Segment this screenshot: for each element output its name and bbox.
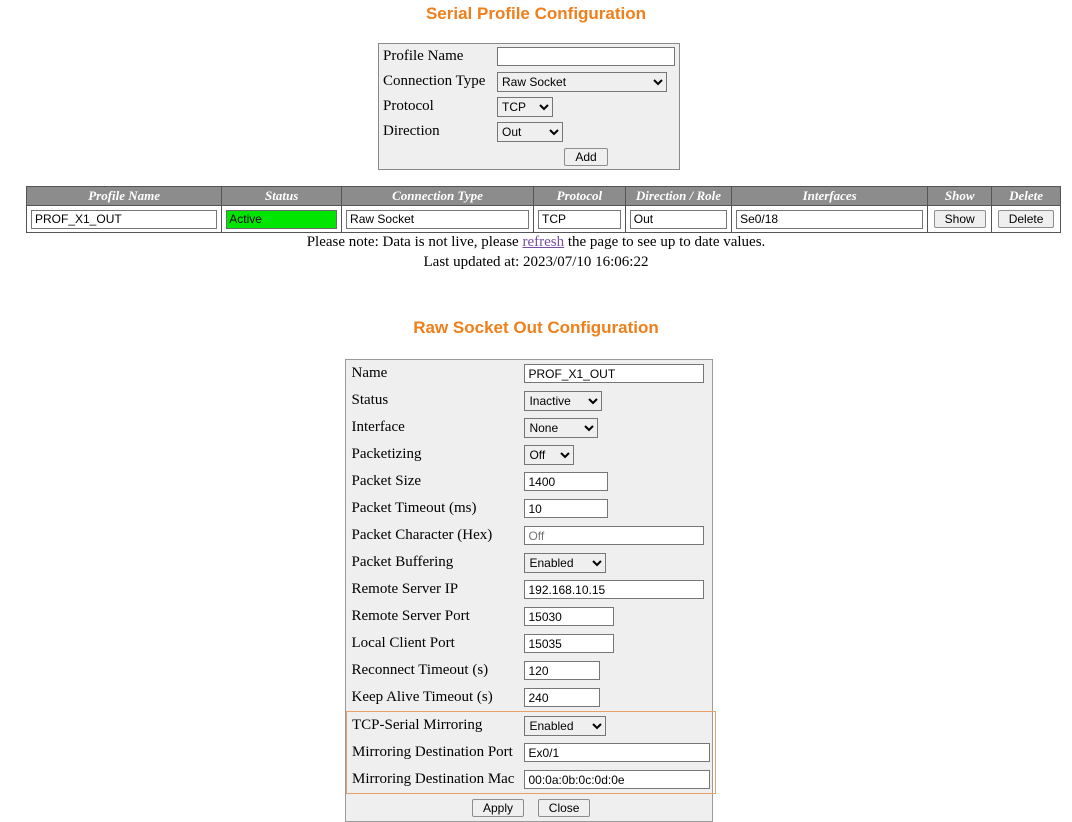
label-interface: Interface [351, 419, 405, 435]
raw-row-packet-buffering [347, 549, 716, 576]
name-input[interactable] [524, 364, 704, 383]
row-connection-type-input[interactable] [346, 210, 529, 229]
remote-server-port-input[interactable] [524, 607, 614, 626]
label-packet-buffering: Packet Buffering [351, 554, 454, 570]
refresh-link[interactable]: refresh [522, 234, 565, 250]
cell-profile-name [27, 206, 222, 233]
cell-packet-buffering-select [519, 549, 716, 576]
packet-buffering-select[interactable] [524, 553, 606, 573]
page-title-raw-socket: Raw Socket Out Configuration [413, 318, 659, 337]
header-delete: Delete [992, 187, 1061, 206]
cell-remote-server-ip-input [519, 576, 716, 603]
label-tcp-serial-mirroring: TCP-Serial Mirroring [347, 712, 520, 740]
profile-name-input[interactable] [497, 47, 675, 66]
note-prefix: Please note: Data is not live, please [306, 234, 523, 250]
header-connection-type: Connection Type [342, 187, 534, 206]
cell-tcp-serial-mirroring-select [519, 712, 716, 740]
remote-server-ip-input[interactable] [524, 580, 704, 599]
label-packetizing: Packetizing [351, 446, 422, 462]
add-button[interactable]: Add [564, 148, 607, 166]
table-row [27, 206, 1061, 233]
table-header-row [27, 187, 1061, 206]
raw-row-packet-timeout [347, 495, 716, 522]
header-show: Show [928, 187, 992, 206]
raw-row-keep-alive-timeout [347, 684, 716, 712]
cell-connection-type-select [493, 69, 679, 94]
label-profile-name: Profile Name [383, 48, 464, 64]
cell-packet-character-input [519, 522, 716, 549]
apply-button[interactable]: Apply [472, 799, 524, 817]
raw-row-tcp-serial-mirroring [347, 712, 716, 740]
raw-row-packet-size [347, 468, 716, 495]
page-title-serial-profile: Serial Profile Configuration [425, 4, 647, 23]
close-button[interactable]: Close [538, 799, 591, 817]
label-reconnect-timeout: Reconnect Timeout (s) [351, 662, 489, 678]
packetizing-select[interactable] [524, 445, 574, 465]
label-mirroring-destination-mac: Mirroring Destination Mac [347, 766, 520, 794]
raw-row-mirroring-destination-mac [347, 766, 716, 794]
header-direction-role: Direction / Role [625, 187, 731, 206]
form-row-add-button [379, 144, 679, 169]
cell-reconnect-timeout-input [519, 657, 716, 684]
raw-row-status [347, 387, 716, 414]
label-status: Status [351, 392, 389, 408]
note-suffix: the page to see up to date values. [564, 234, 766, 250]
header-profile-name: Profile Name [27, 187, 222, 206]
label-remote-server-ip: Remote Server IP [351, 581, 459, 597]
cell-packet-size-input [519, 468, 716, 495]
cell-add-button [493, 144, 679, 169]
form-row-profile-name [379, 44, 679, 69]
reconnect-timeout-input[interactable] [524, 661, 600, 680]
raw-row-packetizing [347, 441, 716, 468]
cell-interface-select [519, 414, 716, 441]
raw-row-mirroring-destination-port [347, 739, 716, 766]
raw-row-remote-server-ip [347, 576, 716, 603]
cell-packetizing-select [519, 441, 716, 468]
label-packet-timeout: Packet Timeout (ms) [351, 500, 477, 516]
cell-protocol-select [493, 94, 679, 119]
label-packet-size: Packet Size [351, 473, 422, 489]
cell-packet-timeout-input [519, 495, 716, 522]
cell-protocol [533, 206, 625, 233]
header-interfaces: Interfaces [732, 187, 928, 206]
label-direction: Direction [383, 123, 440, 139]
form-row-protocol [379, 94, 679, 119]
mirroring-destination-mac-input[interactable] [524, 770, 710, 789]
status-select[interactable] [524, 391, 602, 411]
cell-name-input [519, 360, 716, 387]
status-badge: Active [226, 210, 337, 229]
mirroring-destination-port-input[interactable] [524, 743, 710, 762]
cell-delete [992, 206, 1061, 233]
form-row-direction [379, 119, 679, 144]
cell-status [222, 206, 342, 233]
cell-direction-select [493, 119, 679, 144]
cell-connection-type [342, 206, 534, 233]
raw-row-local-client-port [347, 630, 716, 657]
header-protocol: Protocol [533, 187, 625, 206]
last-updated-text: Last updated at: 2023/07/10 16:06:22 [423, 254, 649, 270]
show-button[interactable]: Show [934, 210, 986, 228]
packet-timeout-input[interactable] [524, 499, 608, 518]
cell-profile-name-input [493, 44, 679, 69]
cell-status-select [519, 387, 716, 414]
cell-interfaces [732, 206, 928, 233]
header-status: Status [222, 187, 342, 206]
delete-button[interactable]: Delete [998, 210, 1055, 228]
row-profile-name-input[interactable] [31, 210, 217, 229]
label-keep-alive-timeout: Keep Alive Timeout (s) [351, 689, 493, 705]
cell-keep-alive-timeout-input [519, 684, 716, 712]
cell-mirroring-destination-mac-input [519, 766, 716, 794]
connection-type-select[interactable] [497, 72, 667, 92]
cell-action-buttons [347, 794, 716, 822]
keep-alive-timeout-input[interactable] [524, 688, 600, 707]
cell-direction [625, 206, 731, 233]
serial-profiles-table [26, 186, 1061, 233]
form-row-connection-type [379, 69, 679, 94]
label-name: Name [351, 365, 388, 381]
raw-row-reconnect-timeout [347, 657, 716, 684]
protocol-select[interactable] [497, 97, 553, 117]
serial-profile-add-form [378, 43, 680, 170]
raw-socket-config-form [345, 359, 713, 822]
raw-row-remote-server-port [347, 603, 716, 630]
packet-character-input[interactable] [524, 526, 704, 545]
row-interfaces-input[interactable] [736, 210, 923, 229]
row-protocol-input[interactable] [538, 210, 621, 229]
cell-local-client-port-input [519, 630, 716, 657]
cell-mirroring-destination-port-input [519, 739, 716, 766]
label-protocol: Protocol [383, 98, 434, 114]
local-client-port-input[interactable] [524, 634, 614, 653]
raw-row-packet-character [347, 522, 716, 549]
label-remote-server-port: Remote Server Port [351, 608, 470, 624]
cell-remote-server-port-input [519, 603, 716, 630]
raw-row-actions [347, 794, 716, 822]
direction-select[interactable] [497, 122, 563, 142]
data-not-live-note [0, 234, 1072, 251]
cell-show [928, 206, 992, 233]
interface-select[interactable] [524, 418, 598, 438]
raw-row-name [347, 360, 716, 387]
raw-row-interface [347, 414, 716, 441]
label-mirroring-destination-port: Mirroring Destination Port [347, 739, 520, 766]
label-packet-character: Packet Character (Hex) [351, 527, 493, 543]
label-local-client-port: Local Client Port [351, 635, 455, 651]
packet-size-input[interactable] [524, 472, 608, 491]
row-direction-input[interactable] [630, 210, 727, 229]
tcp-serial-mirroring-select[interactable] [524, 716, 606, 736]
label-connection-type: Connection Type [383, 73, 486, 89]
